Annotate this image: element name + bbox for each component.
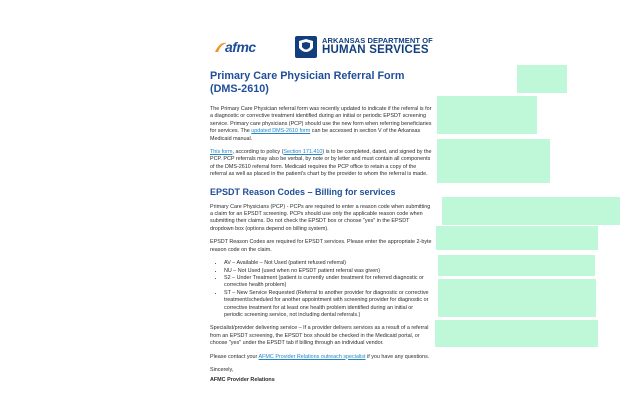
signature-text: AFMC Provider Relations [210, 377, 275, 384]
list-item: • ST – New Service Requested (Referral to another provider for diagnostic or corrective treatment/scheduled for another appointment with screening provider for diagnostic or corrective treatment for at least one health problem identified during an initial or periodic screening service, not including dental referrals.) [224, 290, 432, 320]
redaction-box [438, 279, 596, 317]
pcp-paragraph: Primary Care Physicians (PCP) - PCPs are required to enter a reason code when submitting a claim for an EPSDT screening. PCPs should use only the applicable reason code when submitting their claims. Do not check the EPSDT box or choose "yes" in the EPSDT dropdown box (options depend on billing system). [210, 203, 431, 232]
outreach-specialist-link[interactable]: AFMC Provider Relations outreach specialist [258, 353, 366, 360]
list-item: • S2 – Under Treatment (patient is currently under treatment for referred diagnostic or corrective health problem) [224, 275, 432, 290]
redaction-box [517, 65, 567, 93]
sincerely-text: Sincerely, [210, 366, 234, 373]
contact-paragraph: Please contact your AFMC Provider Relations outreach specialist if you have any questions. [210, 353, 430, 360]
policy-paragraph: This form, according to policy (Section 171.410) is to be completed, dated, and signed by the PCP. PCP referrals may also be verbal, by note or by letter and must contain all components of the DMS-2610 referral form. Medicaid requires the PCP office to retain a copy of the referral as well as placed in the patient's chart by the provider to whom the referral is made. [210, 149, 432, 178]
section-heading: EPSDT Reason Codes – Billing for services [210, 186, 396, 197]
header-logos: afmc ARKANSAS DEPARTMENT OF HUMAN SERVICES [214, 34, 434, 60]
section-171-410-link[interactable]: Section 171.410 [283, 149, 323, 156]
specialist-paragraph: Specialist/provider delivering service – If a provider delivers services as a result of a referral from an EPSDT screening, the EPSDT box should be checked in the Medicaid portal, or choose "yes" under the EPSDT tab if billing through an individual vendor. [210, 325, 429, 347]
list-item: • AV – Available – Not Used (patient refused referral) [224, 260, 432, 267]
redaction-box [437, 139, 550, 183]
dms-2610-form-link[interactable]: updated DMS-2610 form [251, 128, 311, 135]
intro-paragraph: The Primary Care Physician referral form was recently updated to indicate if the referral is for a diagnostic or corrective treatment identified during an initial or periodic EPSDT screening service. Primary care physicians (PCP) should use the new form when referring beneficiaries for services. The updated DMS-2610 form can be accessed in section V of the Arkansas Medicaid manual. [210, 106, 432, 142]
redaction-box [438, 255, 595, 276]
list-item: • NU – Not Used (used when no EPSDT patient referral was given) [224, 268, 432, 275]
codes-intro-paragraph: EPSDT Reason Codes are required for EPSDT services. Please enter the appropriate 2-byte reason code on the claim. [210, 239, 432, 253]
redaction-box [436, 226, 598, 250]
page-title: Primary Care Physician Referral Form (DMS-2610) [210, 70, 405, 95]
redaction-box [442, 197, 620, 225]
reason-code-list [210, 260, 432, 319]
dhs-emblem-icon [294, 35, 318, 59]
this-form-link[interactable]: This form [210, 149, 233, 156]
redaction-box [437, 96, 537, 134]
signature-block [210, 367, 432, 385]
redaction-box [435, 320, 598, 347]
article-content [210, 70, 432, 388]
